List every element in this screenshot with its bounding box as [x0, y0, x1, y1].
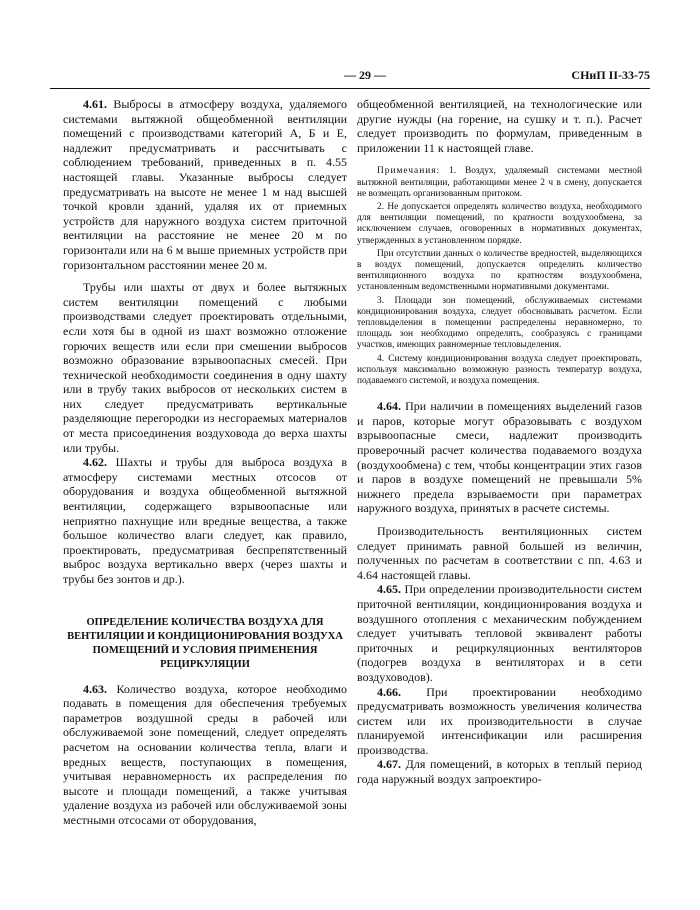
document-code: СНиП II-33-75	[571, 68, 650, 82]
note-2: 2. Не допускается определять количество воздуха, необходимого для вентиляции помещений, по кратности воздухообмена, за исключением случаев, оговоренных в нормативных документах, утвержденных в установленном порядке.	[357, 201, 642, 246]
page-number: — 29 —	[344, 68, 386, 82]
note-1: Примечания: 1. Воздух, удаляемый системами местной вытяжной вентиляции, работающими менее 2 ч в смену, допускается не возмещать организованным притоком.	[357, 166, 642, 199]
paragraph-4-63-continued: общеобменной вентиляцией, на технологические или другие нужды (на горение, на сушку и т. п.). Расчет следует производить по формулам, приведенным в приложении 11 к настоящей главе.	[357, 97, 642, 155]
paragraph-4-64-continued: Производительность вентиляционных систем следует принимать равной большей из величин, полученных по расчетам в соответствии с пп. 4.63 и 4.64 настоящей главы.	[357, 523, 642, 582]
right-column	[357, 97, 642, 787]
paragraph-4-62: 4.62. Шахты и трубы для выброса воздуха в атмосферу системами местных отсосов от оборудования и воздуха общеобменной вытяжной вентиляции, содержащего взрывоопасные или неприятно пахнущие или вредные вещества, а также большое количество влаги следует, как правило, проектировать, предусматривая беспрепятственный выброс воздуха вертикально вверх (через шахты и трубы без зонтов и др.).	[63, 455, 348, 586]
paragraph-4-61: 4.61. Выбросы в атмосферу воздуха, удаляемого системами вытяжной общеобменной вентиляции помещений с производствами категорий А, Б и Е, надлежит предусматривать и рассчитывать с соблюдением требований, приведенных в п. 4.55 настоящей главы. Указанные выбросы следует предусматривать на высоте не менее 1 м над высшей точкой кровли зданий, удаляя их от приемных устройств для наружного воздуха систем приточной вентиляции на расстояние не менее 20 м по горизонтали или на 6 м выше приемных устройств при горизонтальном расстоянии менее 20 м.	[63, 97, 348, 272]
clause-number: 4.64.	[377, 399, 401, 414]
paragraph-4-66: 4.66. При проектировании необходимо предусматривать возможность увеличения количества систем или их производительности в случае планируемой интенсификации или расширения производства.	[357, 684, 643, 757]
section-heading: ОПРЕДЕЛЕНИЕ КОЛИЧЕСТВА ВОЗДУХА ДЛЯ ВЕНТИЛЯЦИИ И КОНДИЦИОНИРОВАНИЯ ВОЗДУХА ПОМЕЩЕНИЙ И УСЛОВИЯ ПРИМЕНЕНИЯ РЕЦИРКУЛЯЦИИ	[67, 616, 343, 670]
clause-number: 4.67.	[377, 757, 401, 772]
left-column	[63, 97, 347, 828]
page-header	[50, 62, 650, 89]
clause-number: 4.66.	[377, 684, 401, 699]
note-2-continued: При отсутствии данных о количестве вредностей, выделяющихся в воздух помещений, допускается определять количество вентиляционного воздуха по кратностям воздухообмена, установленным ведомственными нормативными документами.	[357, 248, 642, 293]
clause-number: 4.62.	[83, 455, 107, 470]
paragraph-4-64: 4.64. При наличии в помещениях выделений газов и паров, которые могут образовывать с воздухом взрывоопасные смеси, надлежит производить проверочный расчет количества подаваемого воздуха (воздухообмена) с тем, чтобы концентрации этих газов и паров в воздухе помещений не превышали 5% нижнего предела взрываемости при параметрах наружного воздуха, принятых в расчете системы.	[357, 399, 643, 516]
note-4: 4. Систему кондиционирования воздуха следует проектировать, используя максимально возможную разность температур воздуха, подаваемого системой, и воздуха помещения.	[357, 353, 642, 387]
paragraph-4-61-continued: Трубы или шахты от двух и более вытяжных систем вентиляции помещений с любыми производствами следует проектировать отдельными, если хотя бы в одной из шахт возможно отложение горючих веществ или если при смешении выбросов возможно образование взрывоопасных смесей. При технической необходимости соединения в одну шахту или в трубу таких выбросов от нескольких систем в них следует предусматривать вертикальные разделяющие перегородки из несгораемых материалов от места присоединения воздуховода до верха шахты или трубы.	[63, 280, 347, 455]
clause-number: 4.65.	[377, 582, 401, 597]
notes-block	[357, 166, 642, 387]
paragraph-4-63: 4.63. Количество воздуха, которое необходимо подавать в помещения для обеспечения требуемых параметров воздушной среды в рабочей или обслуживаемой зоне помещений, следует определять расчетом на основании количества тепла, влаги и вредных веществ, поступающих в помещения, учитывая неравномерность их распределения по высоте и площади помещений, а также учитывая удаление воздуха из рабочей или обслуживаемой зоны местными отсосами от оборудования,	[63, 681, 347, 827]
notes-title: Примечания:	[377, 166, 441, 177]
paragraph-4-65: 4.65. При определении производительности систем приточной вентиляции, кондиционирования воздуха и воздушного отопления с механическим побуждением следует учитывать тепловой эквивалент работы приточных и рециркуляционных вентиляторов (подогрев воздуха в вентиляторах и в сети воздуховодов).	[357, 582, 642, 684]
clause-number: 4.63.	[83, 681, 107, 696]
note-3: 3. Площади зон помещений, обслуживаемых системами кондиционирования воздуха, следует обосновывать расчетом. Если тепловыделения в помещении распределены неравномерно, то площадь зон необходимо определять, сообразуясь с границами участков, имеющих равномерные тепловыделения.	[357, 295, 642, 351]
clause-number: 4.61.	[83, 97, 107, 111]
paragraph-4-67: 4.67. Для помещений, в которых в теплый период года наружный воздух запроектиро-	[357, 757, 643, 787]
